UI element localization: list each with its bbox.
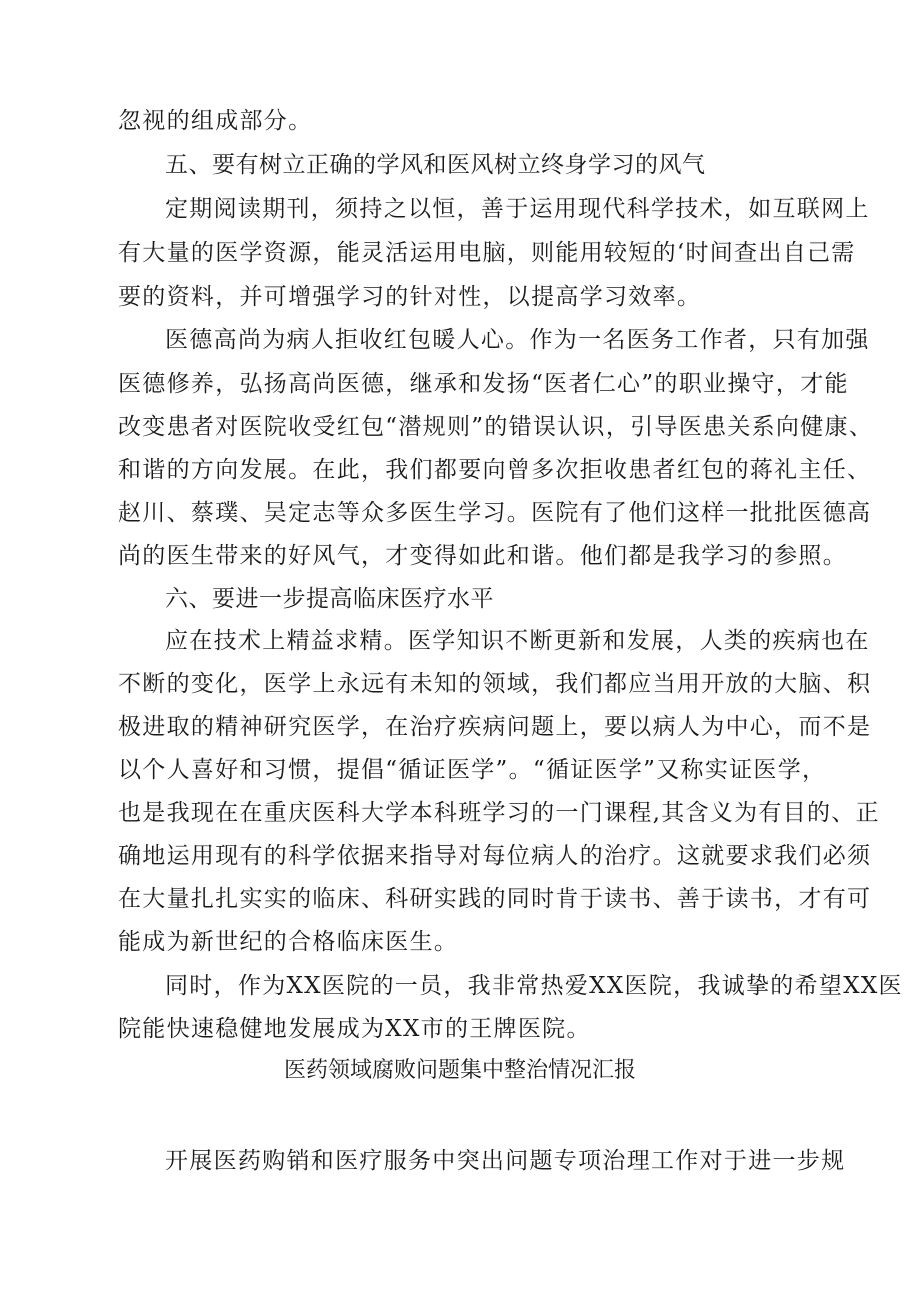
paragraph-line: 能成为新世纪的合格临床医生。 — [118, 929, 459, 955]
paragraph-line: 赵川、蔡璞、吴定志等众多医生学习。医院有了他们这样一批批医德高 — [118, 500, 872, 526]
section-heading-5: 五、要有树立正确的学风和医风树立终身学习的风气 — [165, 152, 706, 178]
paragraph-line: 不断的变化，医学上永远有未知的领域，我们都应当用开放的大脑、积 — [118, 671, 872, 697]
paragraph-line: 应在技术上精益求精。医学知识不断更新和发展，人类的疾病也在 — [165, 628, 870, 654]
paragraph-line: 确地运用现有的科学依据来指导对每位病人的治疗。这就要求我们必须 — [118, 843, 872, 869]
paragraph-line: 有大量的医学资源，能灵活运用电脑，则能用较短的‘时间查出自己需 — [118, 240, 856, 266]
paragraph-line: 和谐的方向发展。在此，我们都要向曾多次拒收患者红包的蒋礼主任、 — [118, 457, 872, 483]
paragraph-line: 医德修养，弘扬高尚医德，继承和发扬“医者仁心”的职业操守，才能 — [118, 371, 849, 397]
paragraph-line: 极进取的精神研究医学，在治疗疾病问题上，要以病人为中心，而不是 — [118, 714, 872, 740]
section-heading-6: 六、要进一步提高临床医疗水平 — [165, 586, 494, 612]
paragraph-line: 改变患者对医院收受红包“潜规则”的错误认识，引导医患关系向健康、 — [118, 414, 874, 440]
paragraph-line: 同时，作为XX医院的一员，我非常热爱XX医院，我诚挚的希望XX医 — [165, 973, 903, 999]
paragraph-line: 忽视的组成部分。 — [118, 108, 313, 134]
paragraph-line: 医德高尚为病人拒收红包暖人心。作为一名医务工作者，只有加强 — [165, 327, 870, 353]
paragraph-line: 开展医药购销和医疗服务中突出问题专项治理工作对于进一步规 — [165, 1148, 846, 1174]
paragraph-line: 要的资料，并可增强学习的针对性，以提高学习效率。 — [118, 284, 702, 310]
report-title: 医药领域腐败问题集中整治情况汇报 — [283, 1058, 636, 1083]
paragraph-line: 也是我现在在重庆医科大学本科班学习的一门课程,其含义为有目的、正 — [118, 800, 880, 826]
paragraph-line: 尚的医生带来的好风气，才变得如此和谐。他们都是我学习的参照。 — [118, 543, 847, 569]
paragraph-line: 在大量扎扎实实的临床、科研实践的同时肯于读书、善于读书，才有可 — [118, 886, 872, 912]
paragraph-line: 定期阅读期刊，须持之以恒，善于运用现代科学技术，如互联网上 — [165, 196, 870, 222]
paragraph-line: 以个人喜好和习惯，提倡“循证医学”。“循证医学”又称实证医学， — [118, 757, 827, 783]
paragraph-line: 院能快速稳健地发展成为XX市的王牌医院。 — [118, 1016, 591, 1042]
